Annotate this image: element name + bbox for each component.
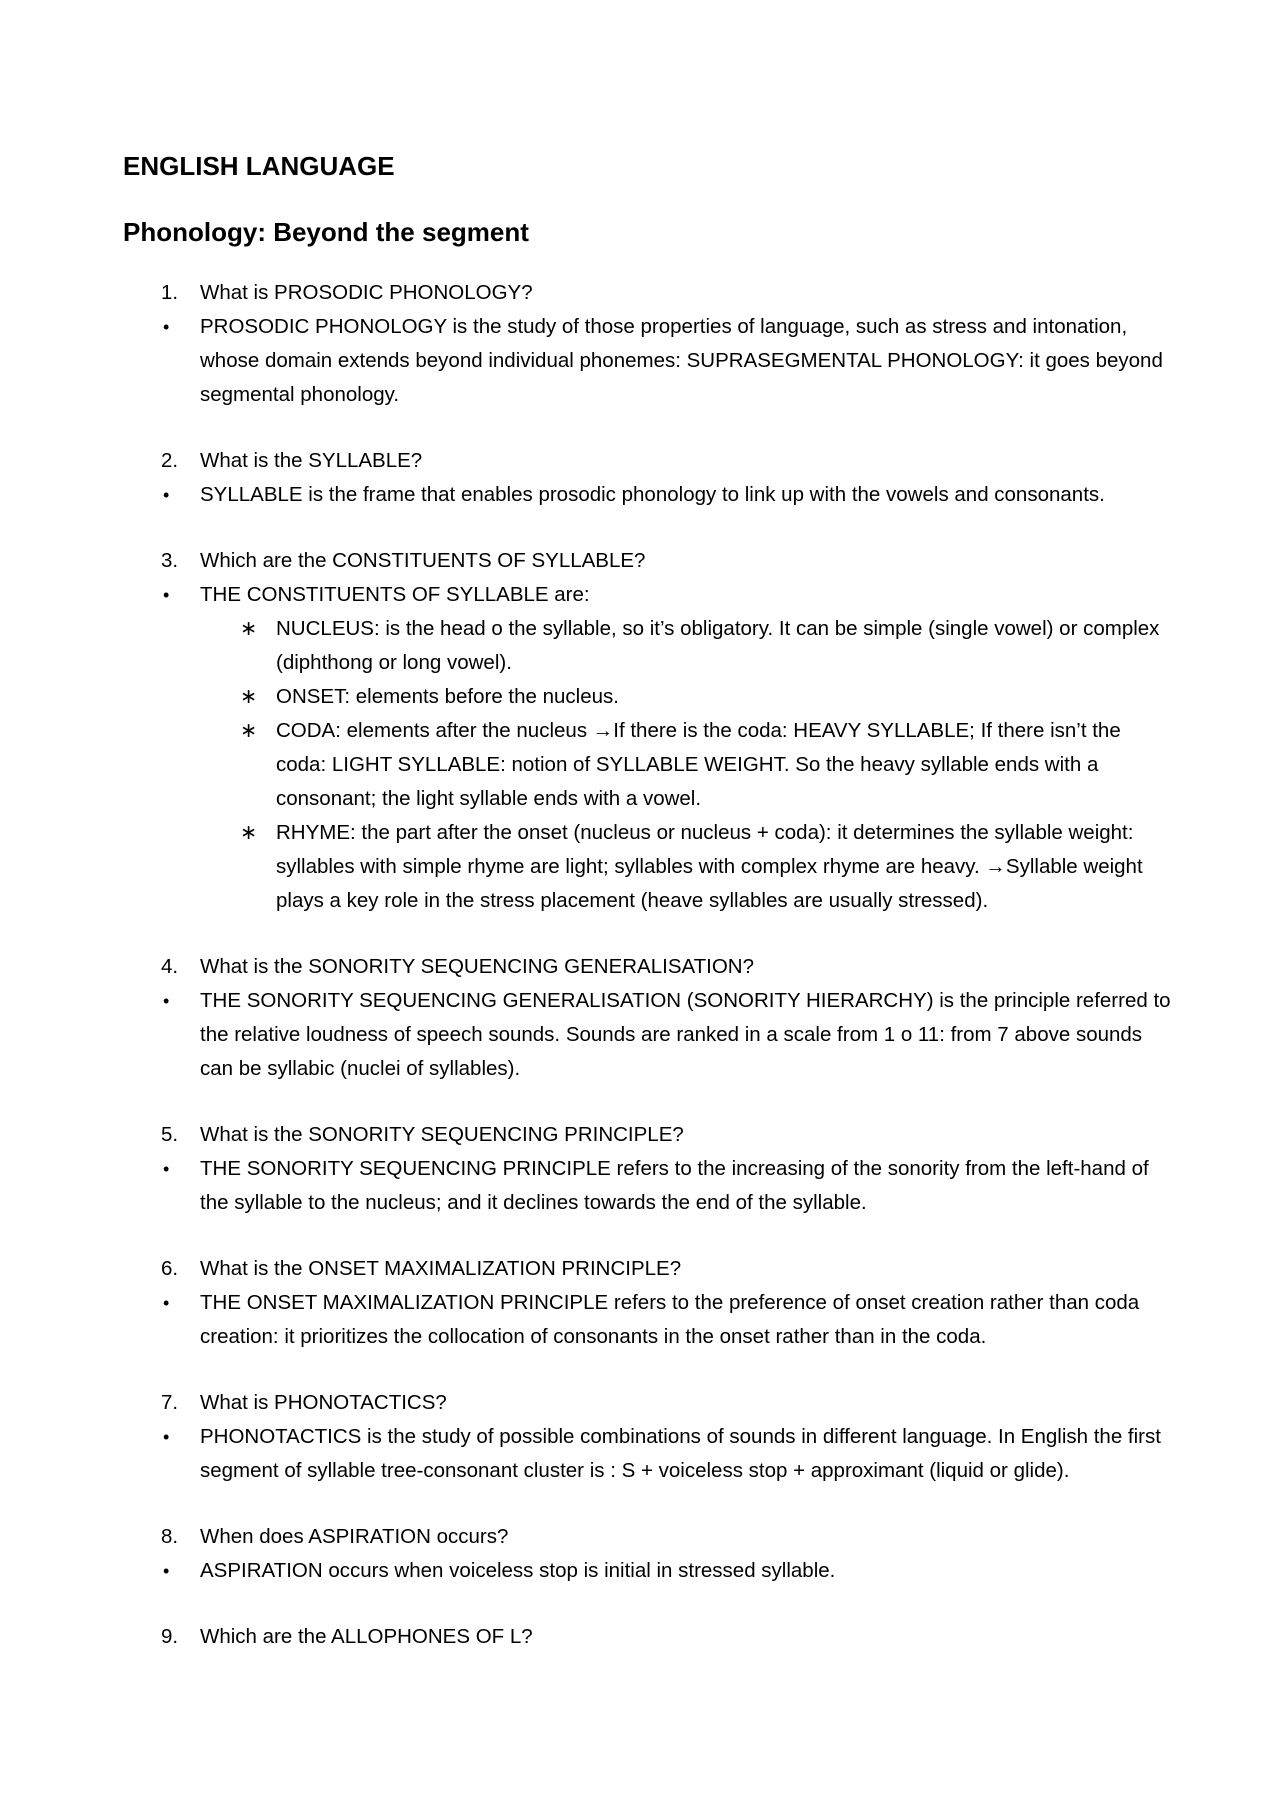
question-row: [123, 544, 1173, 578]
sub-item: [123, 816, 1173, 918]
answer-text: SYLLABLE is the frame that enables prosodic phonology to link up with the vowels and consonants.: [200, 483, 1105, 506]
question-text: Which are the ALLOPHONES OF L?: [200, 1625, 533, 1648]
qa-item: [123, 544, 1173, 918]
question-text: What is PHONOTACTICS?: [200, 1391, 447, 1414]
sub-item-text: NUCLEUS: is the head o the syllable, so it’s obligatory. It can be simple (single vowel) or complex (diphthong or long vowel).: [276, 617, 1160, 674]
question-text: What is the SONORITY SEQUENCING PRINCIPLE?: [200, 1123, 684, 1146]
asterisk-icon: ∗: [240, 821, 258, 844]
document-title: ENGLISH LANGUAGE: [123, 151, 395, 181]
answer-text: ASPIRATION occurs when voiceless stop is initial in stressed syllable.: [200, 1559, 836, 1582]
question-row: [123, 950, 1173, 984]
question-text: What is the ONSET MAXIMALIZATION PRINCIPLE?: [200, 1257, 682, 1280]
sub-item-text: RHYME: the part after the onset (nucleus or nucleus + coda): it determines the syllable weight: syllables with simple rhyme are light; syllables with complex rhyme are heavy. →Syllable weight plays a key role in the stress placement (heave syllables are usually stressed).: [276, 821, 1143, 912]
question-number: 7.: [161, 1391, 179, 1414]
answer-row: [123, 1152, 1173, 1220]
bullet-icon: •: [163, 485, 170, 505]
question-row: [123, 444, 1173, 478]
answer-text: THE SONORITY SEQUENCING GENERALISATION (SONORITY HIERARCHY) is the principle referred to the relative loudness of speech sounds. Sounds are ranked in a scale from 1 o 11: from 7 above sounds can be syllabic (nuclei of syllables).: [200, 989, 1171, 1080]
document-page: [123, 150, 1173, 1686]
answer-text: THE ONSET MAXIMALIZATION PRINCIPLE refers to the preference of onset creation rather than coda creation: it prioritizes the collocation of consonants in the onset rather than in the coda.: [200, 1291, 1140, 1348]
sub-item: [123, 612, 1173, 680]
question-number: 3.: [161, 549, 179, 572]
answer-row: [123, 1420, 1173, 1488]
qa-item: [123, 1620, 1173, 1654]
bullet-icon: •: [163, 585, 170, 605]
bullet-icon: •: [163, 317, 170, 337]
bullet-icon: •: [163, 1159, 170, 1179]
question-row: [123, 1386, 1173, 1420]
answer-text: THE CONSTITUENTS OF SYLLABLE are:: [200, 583, 590, 606]
document-subtitle: Phonology: Beyond the segment: [123, 217, 529, 247]
answer-text: PROSODIC PHONOLOGY is the study of those properties of language, such as stress and intonation, whose domain extends beyond individual phonemes: SUPRASEGMENTAL PHONOLOGY: it goes beyond segmental phonology.: [200, 315, 1163, 406]
answer-text: THE SONORITY SEQUENCING PRINCIPLE refers to the increasing of the sonority from the left-hand of the syllable to the nucleus; and it declines towards the end of the syllable.: [200, 1157, 1149, 1214]
sub-item-text: ONSET: elements before the nucleus.: [276, 685, 619, 708]
question-number: 6.: [161, 1257, 179, 1280]
bullet-icon: •: [163, 991, 170, 1011]
qa-item: [123, 276, 1173, 412]
question-row: [123, 276, 1173, 310]
qa-item: [123, 1252, 1173, 1354]
answer-row: [123, 984, 1173, 1086]
qa-item: [123, 1386, 1173, 1488]
question-text: Which are the CONSTITUENTS OF SYLLABLE?: [200, 549, 646, 572]
question-number: 1.: [161, 281, 179, 304]
question-number: 8.: [161, 1525, 179, 1548]
sub-item: [123, 680, 1173, 714]
sub-item: [123, 714, 1173, 816]
question-text: What is the SONORITY SEQUENCING GENERALISATION?: [200, 955, 755, 978]
asterisk-icon: ∗: [240, 685, 258, 708]
answer-row: [123, 578, 1173, 612]
answer-row: [123, 310, 1173, 412]
qa-list: [123, 276, 1173, 1654]
question-text: What is the SYLLABLE?: [200, 449, 423, 472]
question-row: [123, 1252, 1173, 1286]
asterisk-icon: ∗: [240, 617, 258, 640]
question-row: [123, 1620, 1173, 1654]
qa-item: [123, 950, 1173, 1086]
asterisk-icon: ∗: [240, 719, 258, 742]
sub-item-text: CODA: elements after the nucleus →If there is the coda: HEAVY SYLLABLE; If there isn’t the coda: LIGHT SYLLABLE: notion of SYLLABLE WEIGHT. So the heavy syllable ends with a consonant; the light syllable ends with a vowel.: [276, 719, 1121, 810]
qa-item: [123, 444, 1173, 512]
question-row: [123, 1118, 1173, 1152]
bullet-icon: •: [163, 1293, 170, 1313]
qa-item: [123, 1520, 1173, 1588]
bullet-icon: •: [163, 1561, 170, 1581]
qa-item: [123, 1118, 1173, 1220]
question-number: 4.: [161, 955, 179, 978]
bullet-icon: •: [163, 1427, 170, 1447]
answer-row: [123, 478, 1173, 512]
question-text: When does ASPIRATION occurs?: [200, 1525, 509, 1548]
question-row: [123, 1520, 1173, 1554]
question-text: What is PROSODIC PHONOLOGY?: [200, 281, 533, 304]
answer-row: [123, 1286, 1173, 1354]
answer-row: [123, 1554, 1173, 1588]
answer-text: PHONOTACTICS is the study of possible combinations of sounds in different language. In English the first segment of syllable tree-consonant cluster is : S + voiceless stop + approximant (liquid or glide).: [200, 1425, 1161, 1482]
question-number: 5.: [161, 1123, 179, 1146]
question-number: 2.: [161, 449, 179, 472]
question-number: 9.: [161, 1625, 179, 1648]
